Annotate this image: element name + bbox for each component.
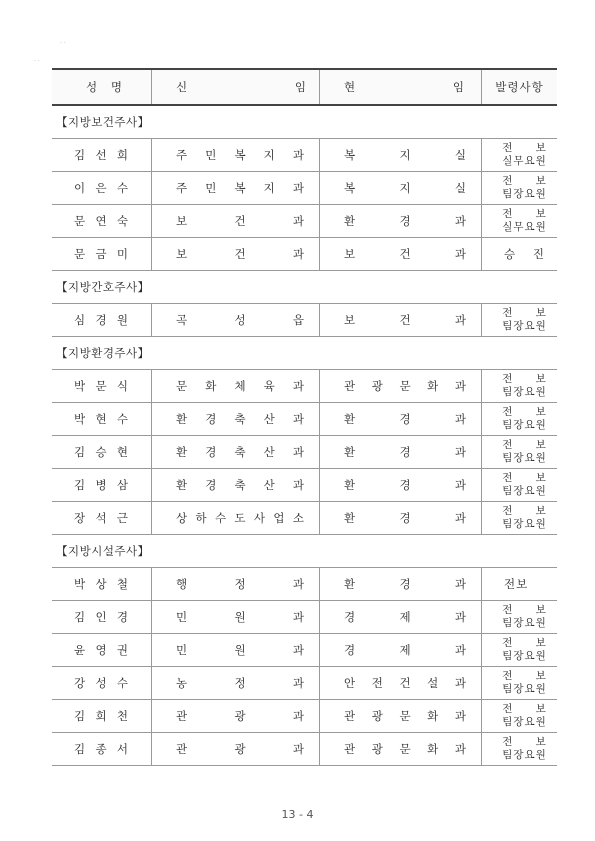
cell-name: 강 성 수 [52, 667, 152, 699]
cell-curr: 관 광 문 화 과 [320, 700, 482, 732]
cell-prev: 농 정 과 [152, 667, 320, 699]
note-line: 팀 장 요 원 [502, 419, 547, 431]
note-line: 팀 장 요 원 [502, 320, 547, 332]
note-line: 팀 장 요 원 [502, 452, 547, 464]
cell-note [482, 469, 557, 501]
table-row [52, 502, 557, 535]
cell-note [482, 436, 557, 468]
cell-name: 김 병 삼 [52, 469, 152, 501]
cell-prev: 환 경 축 산 과 [152, 436, 320, 468]
note-line: 전보 [504, 577, 529, 591]
note-line: 전 보 [502, 208, 547, 220]
note-line: 전 보 [502, 604, 547, 616]
note-line: 실 무 요 원 [502, 155, 547, 167]
table-row [52, 238, 557, 271]
cell-curr: 환 경 과 [320, 502, 482, 534]
cell-curr: 경 제 과 [320, 601, 482, 633]
cell-name: 박 현 수 [52, 403, 152, 435]
note-line: 팀 장 요 원 [502, 617, 547, 629]
cell-curr: 안 전 건 설 과 [320, 667, 482, 699]
cell-curr: 복 지 실 [320, 139, 482, 171]
cell-name: 문 금 미 [52, 238, 152, 270]
cell-prev: 문 화 체 육 과 [152, 370, 320, 402]
section-title: 【지방보건주사】 [52, 106, 557, 139]
scan-speck: · · [34, 58, 40, 65]
header-note: 발령사항 [495, 80, 544, 94]
note-line: 팀 장 요 원 [502, 749, 547, 761]
cell-note [482, 568, 557, 600]
table-row [52, 403, 557, 436]
cell-note [482, 733, 557, 765]
cell-curr: 관 광 문 화 과 [320, 733, 482, 765]
cell-curr: 경 제 과 [320, 634, 482, 666]
cell-prev: 관 광 과 [152, 733, 320, 765]
note-line: 전 보 [502, 406, 547, 418]
cell-name: 김 희 천 [52, 700, 152, 732]
note-line: 전 보 [502, 670, 547, 682]
table-header [52, 68, 557, 106]
cell-prev: 주 민 복 지 과 [152, 172, 320, 204]
cell-note [482, 601, 557, 633]
note-line: 전 보 [502, 505, 547, 517]
cell-prev: 환 경 축 산 과 [152, 469, 320, 501]
cell-note [482, 304, 557, 336]
note-line: 전 보 [502, 373, 547, 385]
header-curr: 현 임 [320, 70, 482, 104]
note-line: 팀 장 요 원 [502, 188, 547, 200]
cell-note [482, 205, 557, 237]
cell-curr: 환 경 과 [320, 469, 482, 501]
cell-note [482, 139, 557, 171]
note-line: 팀 장 요 원 [502, 683, 547, 695]
note-line: 승 진 [504, 247, 545, 261]
table-row [52, 601, 557, 634]
table-row [52, 304, 557, 337]
table-row [52, 436, 557, 469]
cell-name: 박 문 식 [52, 370, 152, 402]
cell-note [482, 403, 557, 435]
page-number: 13 - 4 [281, 808, 314, 821]
cell-curr: 환 경 과 [320, 436, 482, 468]
cell-name: 김 인 경 [52, 601, 152, 633]
note-line: 전 보 [502, 703, 547, 715]
cell-curr: 관 광 문 화 과 [320, 370, 482, 402]
cell-curr: 환 경 과 [320, 205, 482, 237]
note-line: 팀 장 요 원 [502, 485, 547, 497]
note-line: 전 보 [502, 175, 547, 187]
cell-name: 장 석 근 [52, 502, 152, 534]
cell-name: 김 종 서 [52, 733, 152, 765]
note-line: 실 무 요 원 [502, 221, 547, 233]
note-line: 전 보 [502, 307, 547, 319]
cell-prev: 보 건 과 [152, 238, 320, 270]
cell-name: 문 연 숙 [52, 205, 152, 237]
cell-prev: 보 건 과 [152, 205, 320, 237]
note-line: 전 보 [502, 637, 547, 649]
table-row [52, 667, 557, 700]
cell-name: 심 경 원 [52, 304, 152, 336]
note-line: 전 보 [502, 439, 547, 451]
table-row [52, 733, 557, 766]
cell-note [482, 634, 557, 666]
cell-name: 박 상 철 [52, 568, 152, 600]
table-row [52, 370, 557, 403]
section-title: 【지방환경주사】 [52, 337, 557, 370]
cell-name: 윤 영 권 [52, 634, 152, 666]
table-row [52, 568, 557, 601]
cell-curr: 보 건 과 [320, 304, 482, 336]
table-row [52, 469, 557, 502]
note-line: 팀 장 요 원 [502, 650, 547, 662]
cell-prev: 관 광 과 [152, 700, 320, 732]
note-line: 전 보 [502, 142, 547, 154]
section-title: 【지방간호주사】 [52, 271, 557, 304]
cell-note [482, 700, 557, 732]
table-row [52, 172, 557, 205]
cell-prev: 곡 성 읍 [152, 304, 320, 336]
cell-prev: 주 민 복 지 과 [152, 139, 320, 171]
cell-note [482, 172, 557, 204]
cell-prev: 행 정 과 [152, 568, 320, 600]
cell-curr: 환 경 과 [320, 403, 482, 435]
header-prev: 신 임 [152, 70, 320, 104]
table-row [52, 634, 557, 667]
cell-name: 이 은 수 [52, 172, 152, 204]
cell-note [482, 370, 557, 402]
note-line: 전 보 [502, 472, 547, 484]
table-row [52, 700, 557, 733]
header-name: 성 명 [52, 70, 152, 104]
section-title: 【지방시설주사】 [52, 535, 557, 568]
cell-prev: 민 원 과 [152, 601, 320, 633]
cell-prev: 상 하 수 도 사 업 소 [152, 502, 320, 534]
note-line: 팀 장 요 원 [502, 386, 547, 398]
cell-prev: 민 원 과 [152, 634, 320, 666]
cell-note [482, 667, 557, 699]
cell-curr: 환 경 과 [320, 568, 482, 600]
cell-curr: 복 지 실 [320, 172, 482, 204]
cell-note [482, 502, 557, 534]
note-line: 전 보 [502, 736, 547, 748]
note-line: 팀 장 요 원 [502, 518, 547, 530]
table-row [52, 205, 557, 238]
cell-name: 김 승 현 [52, 436, 152, 468]
scan-speck: · · [60, 40, 66, 47]
cell-curr: 보 건 과 [320, 238, 482, 270]
table-row [52, 139, 557, 172]
cell-prev: 환 경 축 산 과 [152, 403, 320, 435]
cell-note [482, 238, 557, 270]
note-line: 팀 장 요 원 [502, 716, 547, 728]
cell-name: 김 선 희 [52, 139, 152, 171]
personnel-table [52, 68, 557, 766]
